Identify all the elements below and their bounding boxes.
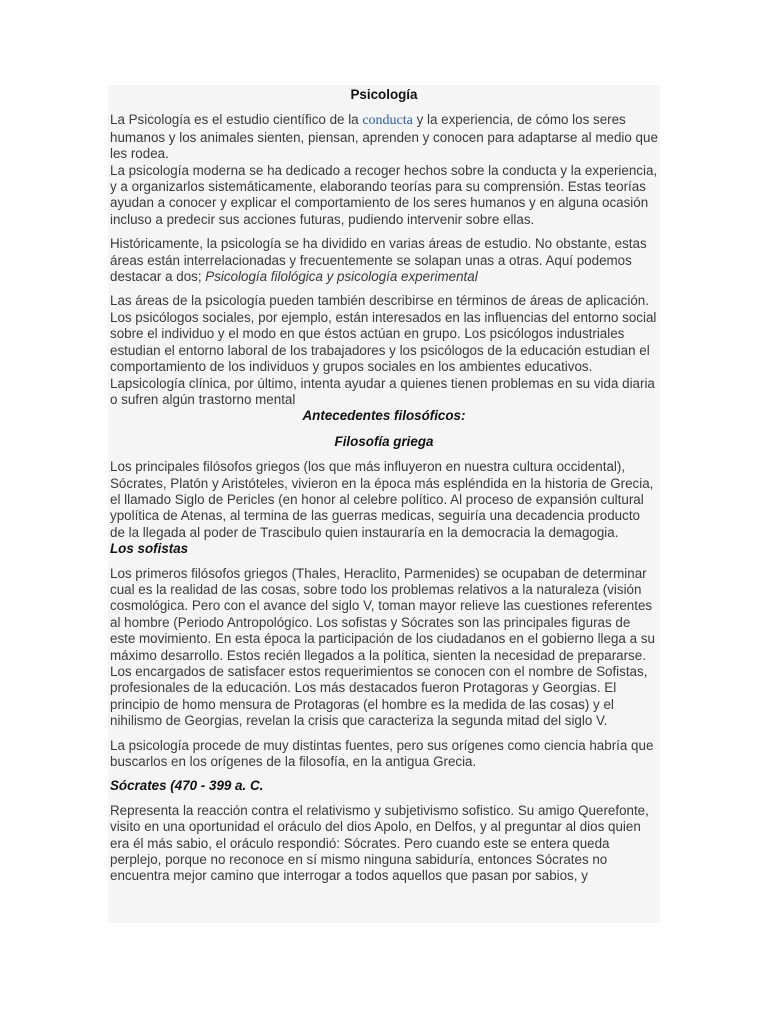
paragraph-socrates: Representa la reacción contra el relativismo y subjetivismo sofistico. Su amigo Querefonte, visito en una oportunidad el oráculo del dios Apolo, en Delfos, y al preguntar al dios quien era él más sabio, el oráculo respondió: Sócrates. Pero cuando este se entera queda perplejo, porque no reconoce en sí mismo ninguna sabiduría, entonces Sócrates no encuentra mejor camino que interrogar a todos aquellos que pasan por sabios, y — [110, 802, 649, 884]
heading-sofistas: Los sofistas — [110, 541, 189, 557]
paragraph-historical — [110, 236, 658, 285]
paragraph-application-areas: Las áreas de la psicología pueden también describirse en términos de áreas de aplicación. Los psicólogos sociales, por ejemplo, están interesados en las influencias del entorno social sobre el individuo y el modo en que éstos actúan en grupo. Los psicólogos industriales estudian el entorno laboral de los trabajadores y los psicólogos de la educación estudian el comportamiento de los individuos y grupos sociales en los ambientes educativos. Lapsicología clínica, por último, intenta ayudar a quienes tienen problemas en su vida diaria o sufren algún trastorno mental — [110, 293, 657, 407]
conducta-link[interactable]: conducta — [362, 113, 413, 129]
document-page — [108, 85, 660, 923]
paragraph-sofistas: Los primeros filósofos griegos (Thales, Heraclito, Parmenides) se ocupaban de determinar cual es la realidad de las cosas, sobre todo los problemas relativos a la naturaleza (visión cosmológica. Pero con el avance del siglo V, toman mayor relieve las cuestiones referentes al hombre (Periodo Antropológico. Los sofistas y Sócrates son las principales figuras de este movimiento. En esta época la participación de los ciudadanos en el gobierno llega a su máximo desarrollo. Estos recién llegados a la política, sienten la necesidad de prepararse. Los encargados de satisfacer estos requerimientos se conocen con el nombre de Sofistas, profesionales de la educación. Los más destacados fueron Protagoras y Georgias. El principio de homo mensura de Protagoras (el hombre es la medida de las cosas) y el nihilismo de Georgias, revelan la crisis que caracteriza la segunda mitad del siglo V. — [110, 565, 655, 729]
document-content — [108, 85, 660, 885]
paragraph-origins: La psicología procede de muy distintas fuentes, pero sus orígenes como ciencia habría que buscarlos en los orígenes de la filosofía, en la antigua Grecia. — [110, 737, 654, 770]
paragraph-intro-text-end: y la experiencia, de cómo los seres humanos y los animales sienten, piensan, aprenden y conocen para adaptarse al medio que les rodea. — [110, 112, 658, 162]
heading-antecedentes: Antecedentes filosóficos: — [302, 408, 466, 424]
paragraph-intro-text: La Psicología es el estudio científico de la — [110, 112, 363, 128]
paragraph-modern-psychology: La psicología moderna se ha dedicado a recoger hechos sobre la conducta y la experiencia, y a organizarlos sistemáticamente, elaborando teorías para su comprensión. Estas teorías ayudan a conocer y explicar el comportamiento de los seres humanos y en alguna ocasión incluso a predecir sus acciones futuras, pudiendo intervenir sobre ellas. — [110, 162, 658, 227]
heading-filosofia-griega: Filosofía griega — [334, 433, 434, 449]
paragraph-historical-text: Históricamente, la psicología se ha dividido en varias áreas de estudio. No obstante, estas áreas están interrelacionadas y frecuentemente se solapan unas a otras. Aquí podemos destacar a dos; — [110, 236, 647, 285]
heading-socrates: Sócrates (470 - 399 a. C. — [110, 778, 264, 794]
paragraph-historical-italic: Psicología filológica y psicología experimental — [205, 269, 478, 285]
paragraph-intro — [110, 112, 658, 162]
document-title: Psicología — [350, 87, 418, 102]
paragraph-greek-philosophers: Los principales filósofos griegos (los que más influyeron en nuestra cultura occidental), Sócrates, Platón y Aristóteles, vivieron en la época más espléndida en la historia de Grecia, el llamado Siglo de Pericles (en honor al celebre político. Al proceso de expansión cultural ypolítica de Atenas, al termina de las guerras medicas, seguiría una decadencia producto de la llegada al poder de Trascibulo quien instauraría en la democracia la demagogia. — [110, 459, 654, 540]
